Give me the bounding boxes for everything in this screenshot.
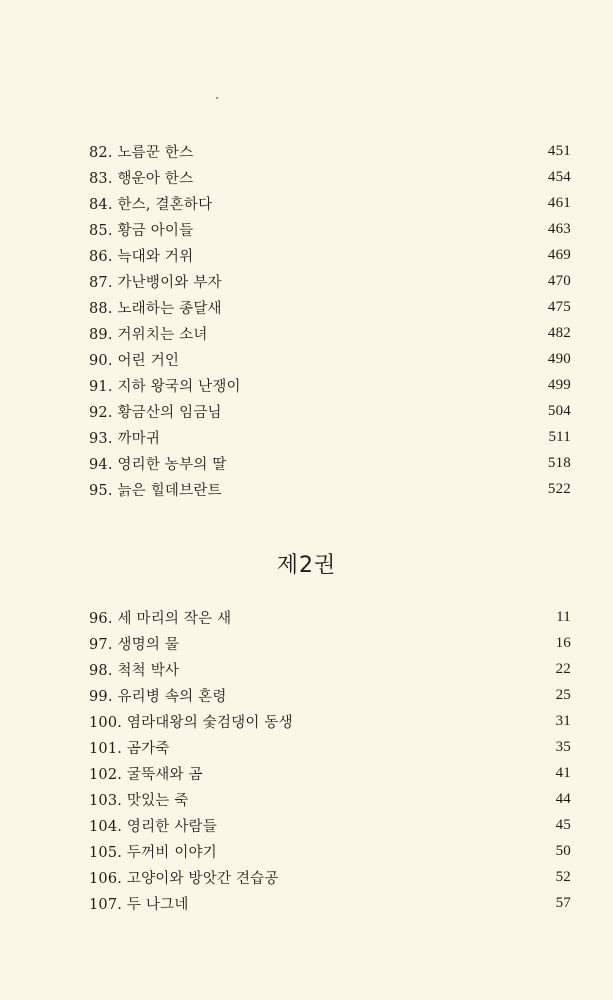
toc-entry-page-number: 454 xyxy=(547,168,571,185)
toc-entry-title: 90. 어린 거인 xyxy=(89,352,180,369)
toc-entry xyxy=(89,786,571,812)
toc-entry-title: 106. 고양이와 방앗간 견습공 xyxy=(89,870,279,887)
toc-entry-page-number: 22 xyxy=(555,660,571,677)
toc-entry-page-number: 522 xyxy=(547,480,571,497)
toc-entry-title: 97. 생명의 물 xyxy=(89,636,180,653)
toc-entry xyxy=(89,138,571,164)
toc-entry-title: 96. 세 마리의 작은 새 xyxy=(89,610,232,627)
toc-entry-page-number: 16 xyxy=(555,634,571,651)
toc-entry-title: 94. 영리한 농부의 딸 xyxy=(89,456,227,473)
toc-entry-page-number: 451 xyxy=(547,142,571,159)
toc-entry-title: 107. 두 나그네 xyxy=(89,896,189,913)
toc-entry-title: 83. 행운아 한스 xyxy=(89,170,194,187)
toc-entry xyxy=(89,424,571,450)
toc-entry xyxy=(89,346,571,372)
toc-entry-page-number: 45 xyxy=(555,816,571,833)
toc-entry-page-number: 511 xyxy=(548,428,571,445)
toc-list-volume-2 xyxy=(89,604,571,916)
toc-entry-title: 86. 늑대와 거위 xyxy=(89,248,194,265)
toc-entry xyxy=(89,268,571,294)
toc-entry xyxy=(89,242,571,268)
toc-entry xyxy=(89,656,571,682)
toc-entry-page-number: 35 xyxy=(555,738,571,755)
toc-entry-page-number: 482 xyxy=(547,324,571,341)
toc-entry xyxy=(89,890,571,916)
toc-entry-title: 87. 가난뱅이와 부자 xyxy=(89,274,222,291)
toc-entry-page-number: 499 xyxy=(547,376,571,393)
paper-speck xyxy=(216,97,218,99)
toc-entry-page-number: 490 xyxy=(547,350,571,367)
volume-heading: 제2권 xyxy=(276,553,337,578)
toc-entry xyxy=(89,630,571,656)
toc-entry-page-number: 25 xyxy=(555,686,571,703)
toc-entry-title: 95. 늙은 힐데브란트 xyxy=(89,482,222,499)
toc-entry-title: 91. 지하 왕국의 난쟁이 xyxy=(89,378,241,395)
toc-entry-page-number: 463 xyxy=(547,220,571,237)
toc-entry-title: 85. 황금 아이들 xyxy=(89,222,194,239)
toc-entry xyxy=(89,476,571,502)
toc-entry-page-number: 504 xyxy=(547,402,571,419)
toc-entry xyxy=(89,604,571,630)
toc-entry-title: 82. 노름꾼 한스 xyxy=(89,144,194,161)
toc-entry xyxy=(89,190,571,216)
toc-entry-title: 102. 굴뚝새와 곰 xyxy=(89,766,203,783)
toc-entry xyxy=(89,450,571,476)
toc-entry-page-number: 57 xyxy=(555,894,571,911)
toc-entry xyxy=(89,734,571,760)
toc-entry xyxy=(89,838,571,864)
toc-entry-title: 99. 유리병 속의 혼령 xyxy=(89,688,227,705)
toc-entry-page-number: 518 xyxy=(547,454,571,471)
toc-entry xyxy=(89,164,571,190)
toc-list-volume-1 xyxy=(89,138,571,502)
toc-entry-title: 92. 황금산의 임금님 xyxy=(89,404,222,421)
toc-entry-page-number: 11 xyxy=(556,608,571,625)
toc-entry xyxy=(89,760,571,786)
toc-entry xyxy=(89,812,571,838)
toc-entry xyxy=(89,398,571,424)
toc-entry xyxy=(89,372,571,398)
toc-entry xyxy=(89,294,571,320)
toc-entry-page-number: 50 xyxy=(555,842,571,859)
toc-entry-page-number: 31 xyxy=(555,712,571,729)
toc-entry-page-number: 469 xyxy=(547,246,571,263)
toc-entry xyxy=(89,320,571,346)
toc-entry-title: 88. 노래하는 종달새 xyxy=(89,300,222,317)
toc-entry-title: 98. 척척 박사 xyxy=(89,662,180,679)
toc-entry-title: 103. 맛있는 죽 xyxy=(89,792,189,809)
toc-entry-page-number: 475 xyxy=(547,298,571,315)
toc-entry-title: 89. 거위치는 소녀 xyxy=(89,326,208,343)
toc-entry-page-number: 52 xyxy=(555,868,571,885)
toc-entry xyxy=(89,216,571,242)
toc-entry-page-number: 44 xyxy=(555,790,571,807)
toc-entry-title: 93. 까마귀 xyxy=(89,430,161,447)
toc-entry-page-number: 470 xyxy=(547,272,571,289)
toc-entry-title: 105. 두꺼비 이야기 xyxy=(89,844,217,861)
toc-entry xyxy=(89,682,571,708)
toc-entry xyxy=(89,708,571,734)
toc-entry-title: 104. 영리한 사람들 xyxy=(89,818,217,835)
toc-entry-page-number: 461 xyxy=(547,194,571,211)
toc-entry-title: 101. 곰가죽 xyxy=(89,740,170,757)
toc-entry xyxy=(89,864,571,890)
toc-entry-title: 100. 염라대왕의 숯검댕이 동생 xyxy=(89,714,293,731)
toc-entry-page-number: 41 xyxy=(555,764,571,781)
toc-entry-title: 84. 한스, 결혼하다 xyxy=(89,196,213,213)
